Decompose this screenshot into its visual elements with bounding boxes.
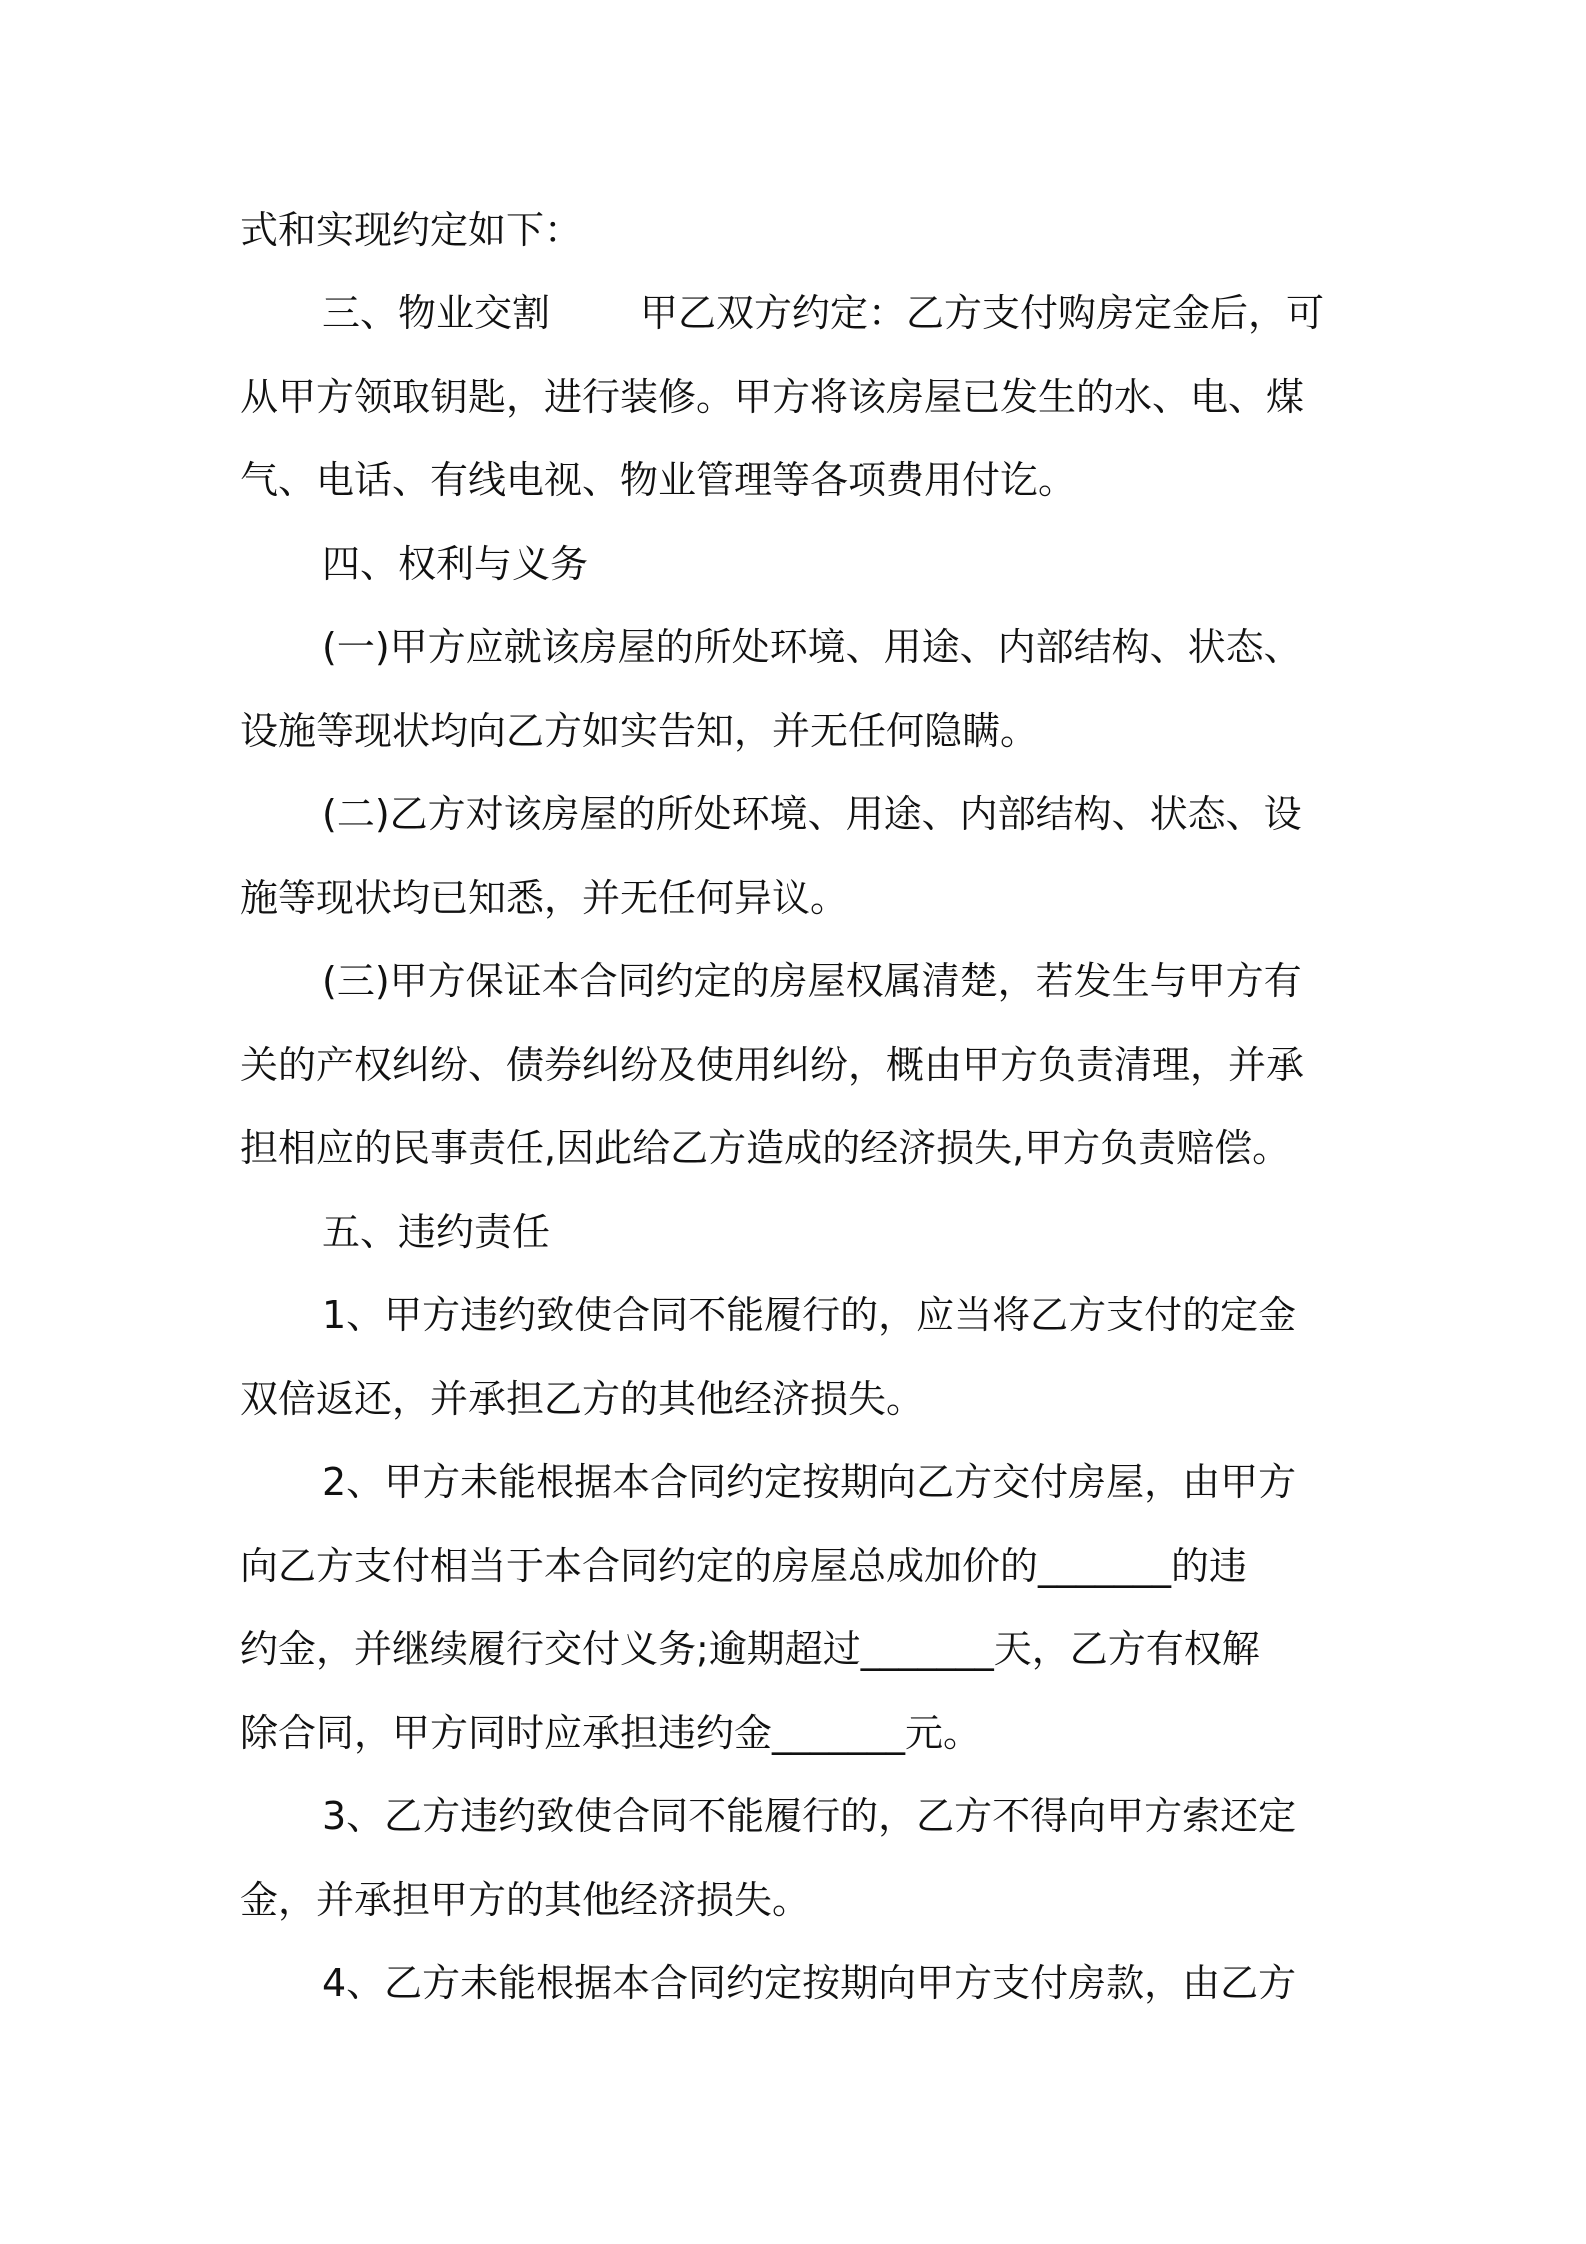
text-line: [0, 1786, 1586, 1846]
text-line: [0, 450, 1586, 510]
line-text: 甲乙双方约定：乙方支付购房定金后，可: [640, 291, 1325, 335]
text-line: [0, 283, 1586, 343]
text-line: [0, 1953, 1586, 2013]
line-text: 1、甲方违约致使合同不能履行的，应当将乙方支付的定金: [322, 1293, 1297, 1337]
section-heading: 五、违约责任: [322, 1210, 551, 1254]
line-text: 4、乙方未能根据本合同约定按期向甲方支付房款，由乙方: [322, 1961, 1297, 2005]
line-text: 约金，并继续履行交付义务;逾期超过_______天，乙方有权解: [240, 1627, 1260, 1671]
text-line: [0, 951, 1586, 1011]
line-text: 设施等现状均向乙方如实告知，并无任何隐瞒。: [240, 709, 1039, 753]
text-line: [0, 534, 1586, 594]
section-heading: 三、物业交割: [322, 291, 551, 335]
line-text: 除合同，甲方同时应承担违约金_______元。: [240, 1711, 982, 1755]
line-text: (二)乙方对该房屋的所处环境、用途、内部结构、状态、设: [322, 792, 1302, 836]
text-line: [0, 868, 1586, 928]
text-line: [0, 367, 1586, 427]
line-text: 金，并承担甲方的其他经济损失。: [240, 1878, 811, 1922]
text-line: [0, 1118, 1586, 1178]
text-line: [0, 1452, 1586, 1512]
text-line: [0, 1703, 1586, 1763]
text-line: [0, 200, 1586, 260]
text-line: [0, 701, 1586, 761]
line-text: (一)甲方应就该房屋的所处环境、用途、内部结构、状态、: [322, 625, 1302, 669]
line-text: 3、乙方违约致使合同不能履行的，乙方不得向甲方索还定: [322, 1794, 1297, 1838]
text-line: [0, 1369, 1586, 1429]
text-line: [0, 1536, 1586, 1596]
line-text: 从甲方领取钥匙，进行装修。甲方将该房屋已发生的水、电、煤: [240, 375, 1305, 419]
line-text: 施等现状均已知悉，并无任何异议。: [240, 876, 849, 920]
line-text: 2、甲方未能根据本合同约定按期向乙方交付房屋，由甲方: [322, 1460, 1297, 1504]
text-line: [0, 1619, 1586, 1679]
line-text: (三)甲方保证本合同约定的房屋权属清楚，若发生与甲方有: [322, 959, 1302, 1003]
text-line: [0, 617, 1586, 677]
text-line: [0, 784, 1586, 844]
text-line: [0, 1035, 1586, 1095]
line-text: 向乙方支付相当于本合同约定的房屋总成加价的_______的违: [240, 1544, 1248, 1588]
section-heading: 四、权利与义务: [322, 542, 589, 586]
line-text: 担相应的民事责任,因此给乙方造成的经济损失,甲方负责赔偿。: [240, 1126, 1291, 1170]
line-text: 气、电话、有线电视、物业管理等各项费用付讫。: [240, 458, 1077, 502]
text-line: [0, 1285, 1586, 1345]
line-text: 式和实现约定如下：: [240, 208, 583, 252]
line-text: 关的产权纠纷、债券纠纷及使用纠纷，概由甲方负责清理，并承: [240, 1043, 1305, 1087]
line-text: 双倍返还，并承担乙方的其他经济损失。: [240, 1377, 925, 1421]
text-line: [0, 1202, 1586, 1262]
text-line: [0, 1870, 1586, 1930]
